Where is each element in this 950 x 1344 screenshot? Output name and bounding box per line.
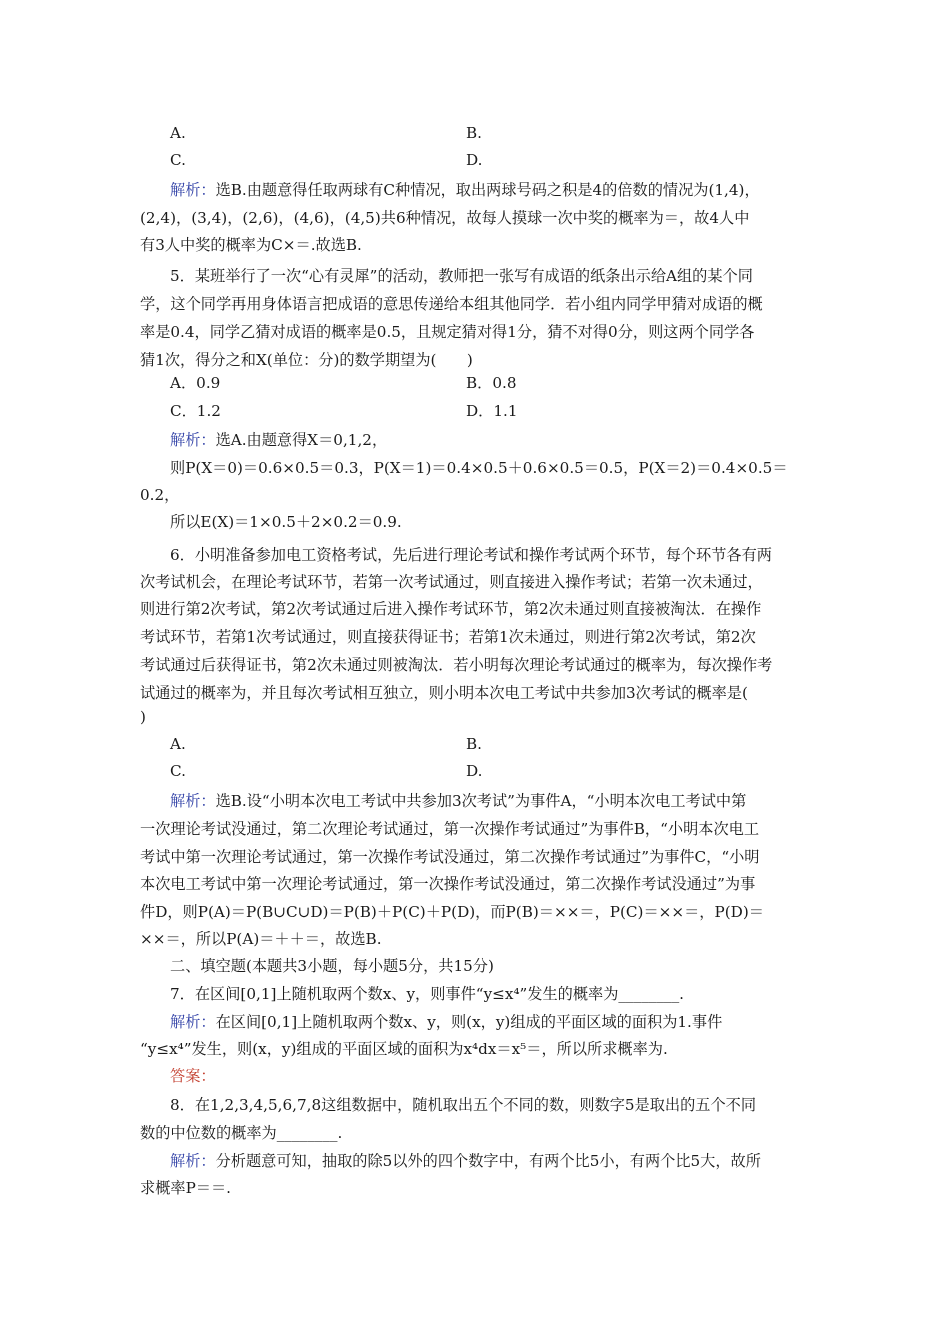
- q7-stem: 7．在区间[0,1]上随机取两个数x、y，则事件“y≤x⁴”发生的概率为________.: [170, 985, 685, 1003]
- q7-answer-label: 答案：: [170, 1067, 216, 1085]
- q4-option-d: D.: [466, 151, 483, 169]
- q5-analysis-line-2: 则P(X＝0)＝0.6×0.5＝0.3，P(X＝1)＝0.4×0.5＋0.6×0.5＝0.5，P(X＝2)＝0.4×0.5＝: [170, 459, 788, 477]
- q8-analysis-label: 解析：: [170, 1152, 216, 1170]
- q4-analysis-line-3: 有3人中奖的概率为C×＝.故选B.: [140, 236, 362, 254]
- q6-analysis-label: 解析：: [170, 792, 216, 810]
- q5-option-d: D．1.1: [466, 402, 518, 420]
- q6-analysis-line-3: 考试中第一次理论考试通过，第一次操作考试没通过，第二次操作考试通过”为事件C，“小明: [140, 848, 760, 866]
- q7-analysis-label: 解析：: [170, 1013, 216, 1031]
- q8-analysis-line-2: 求概率P＝＝.: [140, 1179, 231, 1197]
- section-heading-fill-in: 二、填空题(本题共3小题，每小题5分，共15分): [170, 957, 494, 975]
- q6-stem-line-6: 试通过的概率为，并且每次考试相互独立，则小明本次电工考试中共参加3次考试的概率是(: [140, 684, 748, 702]
- q6-option-d: D.: [466, 762, 483, 780]
- q5-option-b: B．0.8: [466, 374, 517, 392]
- q6-stem-line-7: ): [140, 708, 146, 726]
- q4-analysis-line-2: (2,4)，(3,4)，(2,6)，(4,6)，(4,5)共6种情况，故每人摸球一次中奖的概率为＝，故4人中: [140, 209, 750, 227]
- q5-stem-line-4: 猜1次，得分之和X(单位：分)的数学期望为( ): [140, 351, 473, 369]
- q5-stem-line-1: 5．某班举行了一次“心有灵犀”的活动，教师把一张写有成语的纸条出示给A组的某个同: [170, 267, 753, 285]
- q7-analysis-line-1: 解析：在区间[0,1]上随机取两个数x、y，则(x，y)组成的平面区域的面积为1.事件: [170, 1013, 723, 1031]
- q6-option-c: C.: [170, 762, 186, 780]
- q4-analysis-line-1: 解析：选B.由题意得任取两球有C种情况，取出两球号码之积是4的倍数的情况为(1,4)，: [170, 181, 760, 199]
- q6-analysis-line-6: ××＝，所以P(A)＝＋＋＝，故选B.: [140, 930, 382, 948]
- q6-analysis-line-4: 本次电工考试中第一次理论考试通过，第一次操作考试没通过，第二次操作考试没通过”为事: [140, 875, 756, 893]
- q7-analysis-line-2: “y≤x⁴”发生，则(x，y)组成的平面区域的面积为x⁴dx＝x⁵＝，所以所求概率为.: [140, 1040, 668, 1058]
- q6-option-b: B.: [466, 735, 482, 753]
- q6-analysis-line-5: 件D，则P(A)＝P(B∪C∪D)＝P(B)＋P(C)＋P(D)，而P(B)＝××＝，P(C)＝××＝，P(D)＝: [140, 903, 764, 921]
- q5-option-c: C．1.2: [170, 402, 221, 420]
- q4-option-b: B.: [466, 124, 482, 142]
- q5-option-a: A．0.9: [170, 374, 221, 392]
- q8-stem-line-2: 数的中位数的概率为________.: [140, 1124, 343, 1142]
- q8-stem-line-1: 8．在1,2,3,4,5,6,7,8这组数据中，随机取出五个不同的数，则数字5是取出的五个不同: [170, 1096, 757, 1114]
- q4-option-a: A.: [170, 124, 186, 142]
- q4-option-c: C.: [170, 151, 186, 169]
- q6-analysis-line-1: 解析：选B.设“小明本次电工考试中共参加3次考试”为事件A，“小明本次电工考试中第: [170, 792, 747, 810]
- q5-analysis-line-1: 解析：选A.由题意得X＝0,1,2，: [170, 431, 388, 449]
- q5-stem-line-3: 率是0.4，同学乙猜对成语的概率是0.5，且规定猜对得1分，猜不对得0分，则这两个同学各: [140, 323, 755, 341]
- q5-analysis-label: 解析：: [170, 431, 216, 449]
- q4-analysis-label: 解析：: [170, 181, 216, 199]
- q5-analysis-line-3: 0.2，: [140, 486, 180, 504]
- q6-stem-line-4: 考试环节，若第1次考试通过，则直接获得证书；若第1次未通过，则进行第2次考试，第2次: [140, 628, 756, 646]
- q6-stem-line-5: 考试通过后获得证书，第2次未通过则被淘汰．若小明每次理论考试通过的概率为，每次操作考: [140, 656, 773, 674]
- q6-stem-line-3: 则进行第2次考试，第2次考试通过后进入操作考试环节，第2次未通过则直接被淘汰．在操作: [140, 600, 762, 618]
- q8-analysis-line-1: 解析：分析题意可知，抽取的除5以外的四个数字中，有两个比5小，有两个比5大，故所: [170, 1152, 761, 1170]
- q6-analysis-line-2: 一次理论考试没通过，第二次理论考试通过，第一次操作考试通过”为事件B，“小明本次电工: [140, 820, 760, 838]
- q5-stem-line-2: 学，这个同学再用身体语言把成语的意思传递给本组其他同学．若小组内同学甲猜对成语的概: [140, 295, 763, 313]
- q6-stem-line-1: 6．小明准备参加电工资格考试，先后进行理论考试和操作考试两个环节，每个环节各有两: [170, 546, 772, 564]
- q5-analysis-line-4: 所以E(X)＝1×0.5＋2×0.2＝0.9.: [170, 513, 402, 531]
- q6-stem-line-2: 次考试机会，在理论考试环节，若第一次考试通过，则直接进入操作考试；若第一次未通过，: [140, 573, 763, 591]
- q6-option-a: A.: [170, 735, 186, 753]
